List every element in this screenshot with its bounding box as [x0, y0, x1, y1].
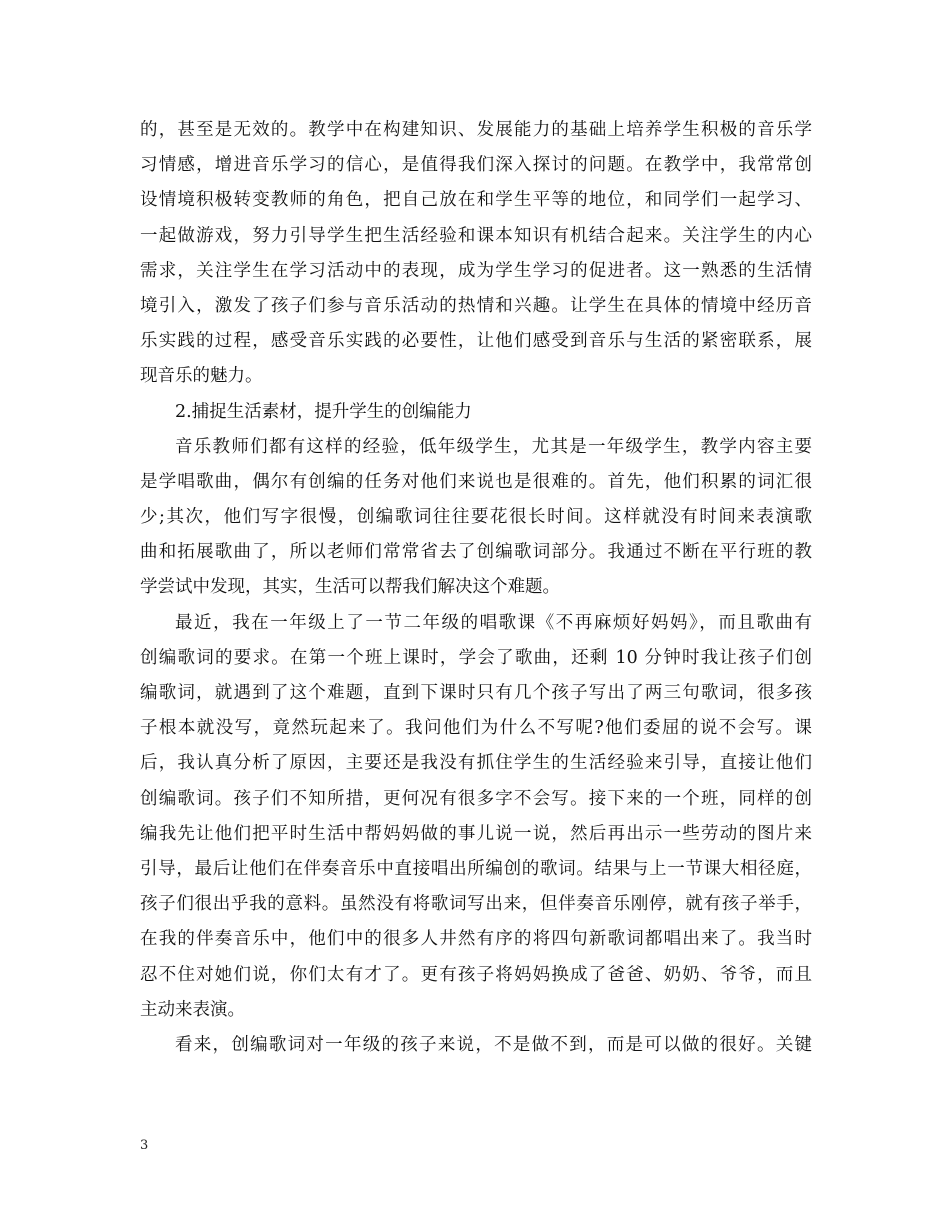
text-line: 引导，最后让他们在伴奏音乐中直接唱出所编创的歌词。结果与上一节课大相径庭， — [140, 858, 812, 879]
text-line: 主动来表演。 — [140, 999, 245, 1020]
text-line: 音乐教师们都有这样的经验，低年级学生，尤其是一年级学生，教学内容主要 — [175, 436, 812, 457]
text-line: 看来，创编歌词对一年级的孩子来说，不是做不到，而是可以做的很好。关键 — [175, 1034, 812, 1055]
text-line: 创编歌词。孩子们不知所措，更何况有很多字不会写。接下来的一个班，同样的创 — [140, 788, 812, 809]
text-line: 少;其次，他们写字很慢，创编歌词往往要花很长时间。这样就没有时间来表演歌 — [140, 507, 812, 528]
text-line: 乐实践的过程，感受音乐实践的必要性，让他们感受到音乐与生活的紧密联系，展 — [140, 331, 812, 352]
text-line: 习情感，增进音乐学习的信心，是值得我们深入探讨的问题。在教学中，我常常创 — [140, 155, 812, 176]
page-number: 3 — [140, 1138, 149, 1153]
text-line: 孩子们很出乎我的意料。虽然没有将歌词写出来，但伴奏音乐刚停，就有孩子举手， — [140, 894, 812, 915]
text-line: 曲和拓展歌曲了，所以老师们常常省去了创编歌词部分。我通过不断在平行班的教 — [140, 542, 812, 563]
text-line: 在我的伴奏音乐中，他们中的很多人井然有序的将四句新歌词都唱出来了。我当时 — [140, 929, 812, 950]
text-line: 一起做游戏，努力引导学生把生活经验和课本知识有机结合起来。关注学生的内心 — [140, 225, 812, 246]
text-line: 学尝试中发现，其实，生活可以帮我们解决这个难题。 — [140, 577, 560, 598]
text-line: 子根本就没写，竟然玩起来了。我问他们为什么不写呢?他们委屈的说不会写。课 — [140, 718, 812, 739]
text-line: 的，甚至是无效的。教学中在构建知识、发展能力的基础上培养学生积极的音乐学 — [140, 120, 812, 140]
text-line: 编我先让他们把平时生活中帮妈妈做的事儿说一说，然后再出示一些劳动的图片来 — [140, 823, 812, 844]
text-line: 编歌词，就遇到了这个难题，直到下课时只有几个孩子写出了两三句歌词，很多孩 — [140, 683, 812, 703]
text-line: 创编歌词的要求。在第一个班上课时，学会了歌曲，还剩 10 分钟时我让孩子们创 — [140, 647, 812, 668]
text-line: 境引入，激发了孩子们参与音乐活动的热情和兴趣。让学生在具体的情境中经历音 — [140, 295, 812, 316]
text-line: 2.捕捉生活素材，提升学生的创编能力 — [175, 401, 472, 422]
text-line: 后，我认真分析了原因，主要还是我没有抓住学生的生活经验来引导，直接让他们 — [140, 753, 812, 774]
text-line: 需求，关注学生在学习活动中的表现，成为学生学习的促进者。这一熟悉的生活情 — [140, 260, 812, 281]
text-line: 最近，我在一年级上了一节二年级的唱歌课《不再麻烦好妈妈》，而且歌曲有 — [175, 612, 812, 633]
text-line: 是学唱歌曲，偶尔有创编的任务对他们来说也是很难的。首先，他们积累的词汇很 — [140, 471, 812, 492]
text-line: 忍不住对她们说，你们太有才了。更有孩子将妈妈换成了爸爸、奶奶、爷爷，而且 — [140, 964, 812, 985]
text-line: 设情境积极转变教师的角色，把自己放在和学生平等的地位，和同学们一起学习、 — [140, 190, 812, 211]
text-line: 现音乐的魅力。 — [140, 366, 263, 387]
body-text — [140, 113, 812, 1063]
